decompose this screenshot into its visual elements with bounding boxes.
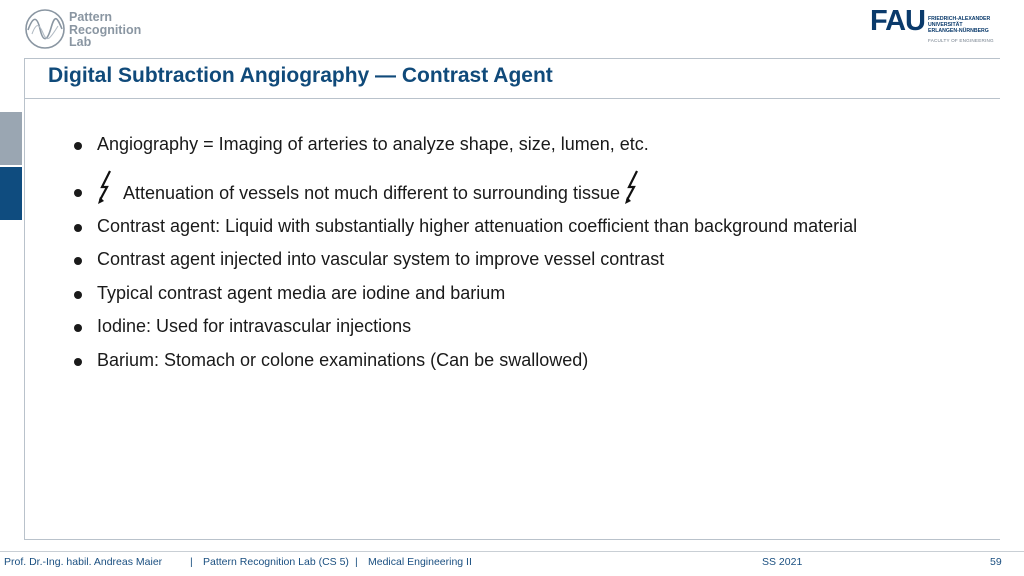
footer-separator: | [190, 556, 193, 568]
footer [0, 556, 1024, 570]
title-divider [24, 98, 1000, 99]
page-number: 59 [990, 556, 1002, 568]
pattern-recognition-lab-logo [24, 8, 174, 52]
section-tab-inactive [0, 112, 22, 165]
slide-title: Digital Subtraction Angiography — Contrast Agent [48, 64, 553, 87]
fau-logo [870, 5, 1005, 46]
bullet-list [74, 130, 994, 379]
lightning-bolt-icon [97, 170, 119, 206]
pattern-recognition-lab-emblem-icon [24, 8, 66, 50]
footer-term: SS 2021 [762, 556, 803, 568]
footer-lab: Pattern Recognition Lab (CS 5) [203, 556, 349, 568]
bullet-item: Iodine: Used for intravascular injections [74, 312, 994, 346]
footer-divider [0, 551, 1024, 552]
fau-faculty: FACULTY OF ENGINEERING [928, 38, 994, 43]
lab-logo-text: Pattern Recognition Lab [69, 10, 142, 49]
footer-author: Prof. Dr.-Ing. habil. Andreas Maier [4, 556, 163, 568]
bullet-item: Contrast agent: Liquid with substantially higher attenuation coefficient than background material [74, 212, 994, 246]
bullet-item: Attenuation of vessels not much different to surrounding tissue [74, 164, 994, 212]
bullet-item: Angiography = Imaging of arteries to analyze shape, size, lumen, etc. [74, 130, 994, 164]
section-tab-active [0, 167, 22, 220]
bullet-item: Barium: Stomach or colone examinations (Can be swallowed) [74, 346, 994, 380]
bullet-item: Contrast agent injected into vascular system to improve vessel contrast [74, 245, 994, 279]
footer-separator: | [355, 556, 358, 568]
fau-wordmark: FAU [870, 5, 925, 37]
bullet-item: Typical contrast agent media are iodine and barium [74, 279, 994, 313]
lightning-bolt-icon [624, 170, 646, 206]
footer-course: Medical Engineering II [368, 556, 472, 568]
fau-university-name: FRIEDRICH-ALEXANDER UNIVERSITÄT ERLANGEN-NÜRNBERG [928, 16, 991, 34]
